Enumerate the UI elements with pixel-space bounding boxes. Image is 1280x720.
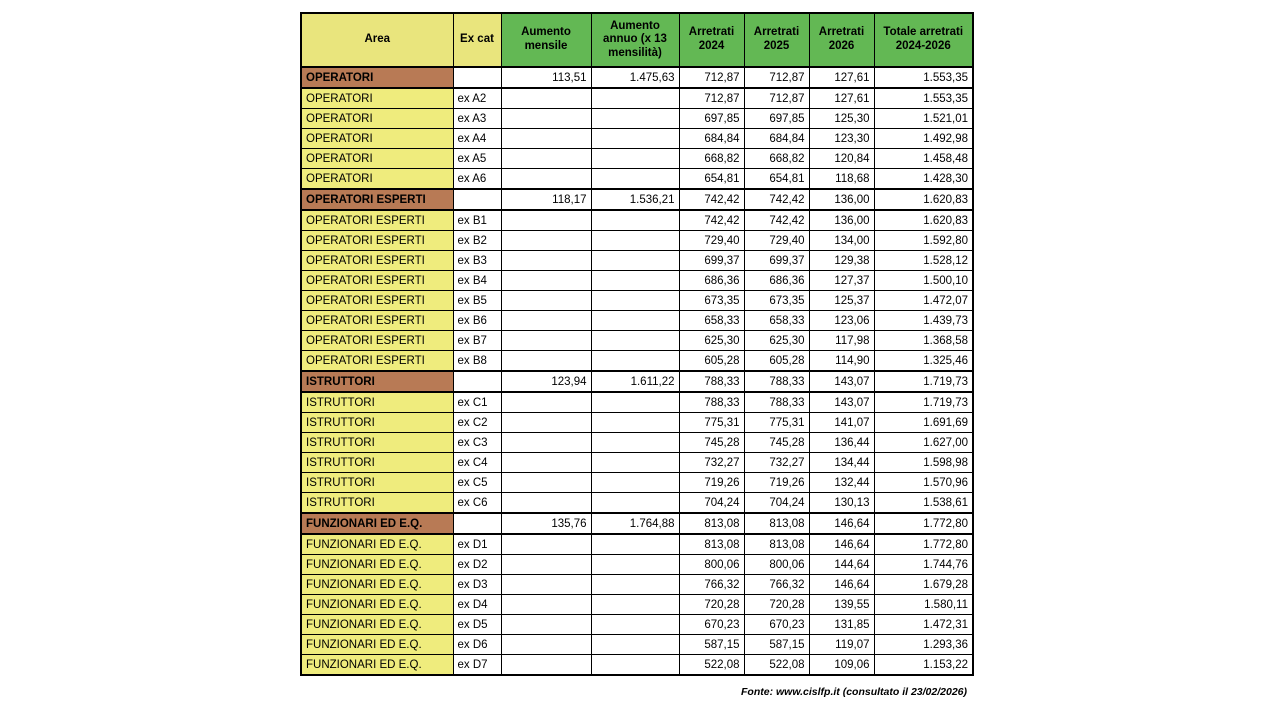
cell-arretrati-2026: 129,38 [809, 251, 874, 271]
cell-totale-arretrati: 1.428,30 [874, 169, 973, 190]
cell-aumento-annuo [591, 109, 679, 129]
col-header-area: Area [301, 13, 453, 67]
cell-aumento-mensile [501, 392, 591, 413]
cell-totale-arretrati: 1.772,80 [874, 513, 973, 534]
cell-aumento-mensile: 135,76 [501, 513, 591, 534]
cell-aumento-mensile: 113,51 [501, 67, 591, 88]
cell-aumento-annuo [591, 534, 679, 555]
cell-arretrati-2026: 120,84 [809, 149, 874, 169]
cell-area: ISTRUTTORI [301, 473, 453, 493]
cell-totale-arretrati: 1.472,07 [874, 291, 973, 311]
table-header [301, 13, 973, 67]
header-row [301, 13, 973, 67]
cell-ex-cat: ex B1 [453, 210, 501, 231]
cell-arretrati-2026: 117,98 [809, 331, 874, 351]
cell-arretrati-2025: 686,36 [744, 271, 809, 291]
col-header-arretrati-2024: Arretrati 2024 [679, 13, 744, 67]
cell-aumento-annuo [591, 493, 679, 514]
cell-totale-arretrati: 1.719,73 [874, 371, 973, 392]
cell-area: FUNZIONARI ED E.Q. [301, 555, 453, 575]
cell-totale-arretrati: 1.538,61 [874, 493, 973, 514]
cell-aumento-mensile [501, 635, 591, 655]
table-row [301, 129, 973, 149]
cell-arretrati-2025: 775,31 [744, 413, 809, 433]
table-row [301, 231, 973, 251]
cell-arretrati-2026: 136,44 [809, 433, 874, 453]
cell-aumento-mensile [501, 453, 591, 473]
cell-aumento-annuo [591, 351, 679, 372]
cell-arretrati-2026: 123,06 [809, 311, 874, 331]
cell-totale-arretrati: 1.580,11 [874, 595, 973, 615]
cell-area: OPERATORI ESPERTI [301, 331, 453, 351]
salary-arrears-table-container [300, 12, 974, 676]
cell-aumento-mensile [501, 109, 591, 129]
cell-ex-cat [453, 513, 501, 534]
cell-arretrati-2024: 668,82 [679, 149, 744, 169]
cell-ex-cat: ex D7 [453, 655, 501, 676]
cell-aumento-mensile [501, 655, 591, 676]
cell-arretrati-2024: 788,33 [679, 392, 744, 413]
cell-ex-cat: ex D5 [453, 615, 501, 635]
cell-area: OPERATORI [301, 129, 453, 149]
cell-arretrati-2024: 745,28 [679, 433, 744, 453]
table-row [301, 413, 973, 433]
cell-arretrati-2025: 625,30 [744, 331, 809, 351]
group-row [301, 371, 973, 392]
table-body [301, 67, 973, 675]
cell-arretrati-2026: 125,37 [809, 291, 874, 311]
cell-aumento-annuo [591, 291, 679, 311]
table-row [301, 88, 973, 109]
cell-totale-arretrati: 1.439,73 [874, 311, 973, 331]
table-row [301, 291, 973, 311]
cell-area: ISTRUTTORI [301, 392, 453, 413]
cell-totale-arretrati: 1.744,76 [874, 555, 973, 575]
cell-arretrati-2024: 697,85 [679, 109, 744, 129]
cell-totale-arretrati: 1.772,80 [874, 534, 973, 555]
cell-totale-arretrati: 1.620,83 [874, 210, 973, 231]
table-row [301, 392, 973, 413]
cell-aumento-mensile [501, 433, 591, 453]
cell-totale-arretrati: 1.528,12 [874, 251, 973, 271]
cell-aumento-annuo [591, 595, 679, 615]
cell-totale-arretrati: 1.592,80 [874, 231, 973, 251]
cell-aumento-mensile [501, 311, 591, 331]
cell-area: OPERATORI ESPERTI [301, 311, 453, 331]
cell-arretrati-2026: 132,44 [809, 473, 874, 493]
cell-aumento-annuo [591, 433, 679, 453]
group-row [301, 189, 973, 210]
cell-arretrati-2026: 130,13 [809, 493, 874, 514]
cell-arretrati-2025: 668,82 [744, 149, 809, 169]
cell-arretrati-2024: 800,06 [679, 555, 744, 575]
cell-arretrati-2026: 146,64 [809, 575, 874, 595]
cell-arretrati-2024: 704,24 [679, 493, 744, 514]
cell-ex-cat [453, 189, 501, 210]
cell-arretrati-2025: 800,06 [744, 555, 809, 575]
cell-ex-cat: ex B6 [453, 311, 501, 331]
table-row [301, 109, 973, 129]
cell-arretrati-2026: 143,07 [809, 371, 874, 392]
cell-totale-arretrati: 1.598,98 [874, 453, 973, 473]
cell-ex-cat: ex B3 [453, 251, 501, 271]
table-row [301, 169, 973, 190]
cell-totale-arretrati: 1.521,01 [874, 109, 973, 129]
cell-totale-arretrati: 1.472,31 [874, 615, 973, 635]
cell-arretrati-2025: 605,28 [744, 351, 809, 372]
cell-aumento-annuo [591, 413, 679, 433]
cell-aumento-annuo [591, 231, 679, 251]
cell-area: OPERATORI ESPERTI [301, 189, 453, 210]
cell-ex-cat: ex C1 [453, 392, 501, 413]
table-row [301, 149, 973, 169]
cell-arretrati-2025: 658,33 [744, 311, 809, 331]
cell-aumento-mensile [501, 473, 591, 493]
cell-arretrati-2024: 729,40 [679, 231, 744, 251]
cell-arretrati-2025: 813,08 [744, 513, 809, 534]
cell-aumento-mensile [501, 413, 591, 433]
table-row [301, 555, 973, 575]
cell-aumento-mensile [501, 575, 591, 595]
cell-aumento-mensile [501, 149, 591, 169]
cell-ex-cat: ex A5 [453, 149, 501, 169]
cell-aumento-mensile [501, 291, 591, 311]
cell-arretrati-2025: 697,85 [744, 109, 809, 129]
cell-totale-arretrati: 1.500,10 [874, 271, 973, 291]
col-header-ex-cat: Ex cat [453, 13, 501, 67]
cell-ex-cat: ex A2 [453, 88, 501, 109]
cell-aumento-mensile [501, 493, 591, 514]
cell-ex-cat: ex D4 [453, 595, 501, 615]
cell-area: OPERATORI [301, 149, 453, 169]
cell-totale-arretrati: 1.553,35 [874, 88, 973, 109]
cell-ex-cat: ex B7 [453, 331, 501, 351]
cell-ex-cat: ex D3 [453, 575, 501, 595]
cell-aumento-annuo [591, 169, 679, 190]
cell-ex-cat: ex A3 [453, 109, 501, 129]
cell-totale-arretrati: 1.492,98 [874, 129, 973, 149]
cell-totale-arretrati: 1.293,36 [874, 635, 973, 655]
cell-arretrati-2025: 587,15 [744, 635, 809, 655]
table-row [301, 331, 973, 351]
cell-arretrati-2025: 766,32 [744, 575, 809, 595]
cell-ex-cat: ex B4 [453, 271, 501, 291]
cell-aumento-annuo [591, 635, 679, 655]
cell-aumento-mensile [501, 231, 591, 251]
cell-arretrati-2025: 712,87 [744, 67, 809, 88]
cell-area: FUNZIONARI ED E.Q. [301, 635, 453, 655]
cell-arretrati-2026: 119,07 [809, 635, 874, 655]
cell-area: ISTRUTTORI [301, 453, 453, 473]
cell-aumento-mensile: 123,94 [501, 371, 591, 392]
col-header-aumento-annuo: Aumento annuo (x 13 mensilità) [591, 13, 679, 67]
table-row [301, 351, 973, 372]
table-row [301, 311, 973, 331]
cell-arretrati-2026: 146,64 [809, 534, 874, 555]
cell-arretrati-2025: 720,28 [744, 595, 809, 615]
cell-arretrati-2024: 719,26 [679, 473, 744, 493]
cell-arretrati-2024: 766,32 [679, 575, 744, 595]
cell-ex-cat: ex C2 [453, 413, 501, 433]
cell-ex-cat: ex D2 [453, 555, 501, 575]
cell-arretrati-2026: 144,64 [809, 555, 874, 575]
cell-aumento-annuo [591, 251, 679, 271]
cell-area: OPERATORI ESPERTI [301, 231, 453, 251]
table-row [301, 473, 973, 493]
table-row [301, 615, 973, 635]
cell-arretrati-2026: 139,55 [809, 595, 874, 615]
cell-arretrati-2026: 146,64 [809, 513, 874, 534]
cell-totale-arretrati: 1.620,83 [874, 189, 973, 210]
cell-arretrati-2026: 136,00 [809, 210, 874, 231]
cell-arretrati-2025: 742,42 [744, 189, 809, 210]
cell-arretrati-2024: 742,42 [679, 210, 744, 231]
cell-arretrati-2026: 134,44 [809, 453, 874, 473]
cell-aumento-mensile: 118,17 [501, 189, 591, 210]
cell-aumento-annuo [591, 271, 679, 291]
cell-arretrati-2024: 658,33 [679, 311, 744, 331]
cell-aumento-annuo: 1.611,22 [591, 371, 679, 392]
cell-arretrati-2024: 712,87 [679, 67, 744, 88]
cell-ex-cat [453, 371, 501, 392]
cell-area: OPERATORI [301, 88, 453, 109]
cell-arretrati-2024: 522,08 [679, 655, 744, 676]
cell-aumento-mensile [501, 595, 591, 615]
cell-area: OPERATORI [301, 169, 453, 190]
cell-arretrati-2024: 712,87 [679, 88, 744, 109]
cell-aumento-annuo [591, 149, 679, 169]
cell-totale-arretrati: 1.325,46 [874, 351, 973, 372]
cell-arretrati-2024: 587,15 [679, 635, 744, 655]
cell-arretrati-2024: 699,37 [679, 251, 744, 271]
cell-aumento-annuo [591, 555, 679, 575]
cell-arretrati-2026: 118,68 [809, 169, 874, 190]
cell-arretrati-2024: 673,35 [679, 291, 744, 311]
group-row [301, 67, 973, 88]
cell-area: OPERATORI ESPERTI [301, 210, 453, 231]
cell-aumento-annuo [591, 453, 679, 473]
cell-aumento-annuo [591, 311, 679, 331]
cell-aumento-mensile [501, 210, 591, 231]
cell-ex-cat: ex D1 [453, 534, 501, 555]
cell-arretrati-2025: 712,87 [744, 88, 809, 109]
cell-arretrati-2024: 742,42 [679, 189, 744, 210]
cell-totale-arretrati: 1.627,00 [874, 433, 973, 453]
cell-arretrati-2026: 127,61 [809, 88, 874, 109]
cell-aumento-annuo: 1.536,21 [591, 189, 679, 210]
cell-arretrati-2025: 699,37 [744, 251, 809, 271]
cell-area: ISTRUTTORI [301, 433, 453, 453]
cell-arretrati-2026: 143,07 [809, 392, 874, 413]
cell-ex-cat: ex B5 [453, 291, 501, 311]
cell-arretrati-2024: 720,28 [679, 595, 744, 615]
cell-ex-cat: ex C4 [453, 453, 501, 473]
cell-arretrati-2024: 625,30 [679, 331, 744, 351]
cell-aumento-annuo: 1.475,63 [591, 67, 679, 88]
cell-area: ISTRUTTORI [301, 493, 453, 514]
cell-arretrati-2025: 745,28 [744, 433, 809, 453]
col-header-aumento-mensile: Aumento mensile [501, 13, 591, 67]
cell-area: FUNZIONARI ED E.Q. [301, 595, 453, 615]
cell-arretrati-2024: 788,33 [679, 371, 744, 392]
cell-aumento-mensile [501, 271, 591, 291]
table-row [301, 453, 973, 473]
cell-arretrati-2026: 114,90 [809, 351, 874, 372]
cell-aumento-mensile [501, 351, 591, 372]
cell-ex-cat: ex A4 [453, 129, 501, 149]
cell-totale-arretrati: 1.679,28 [874, 575, 973, 595]
salary-arrears-table [300, 12, 974, 676]
cell-ex-cat: ex B2 [453, 231, 501, 251]
source-note: Fonte: www.cislfp.it (consultato il 23/02/2026) [741, 686, 967, 698]
table-row [301, 534, 973, 555]
cell-area: FUNZIONARI ED E.Q. [301, 615, 453, 635]
cell-aumento-annuo [591, 88, 679, 109]
cell-ex-cat: ex D6 [453, 635, 501, 655]
cell-arretrati-2026: 125,30 [809, 109, 874, 129]
cell-ex-cat [453, 67, 501, 88]
cell-totale-arretrati: 1.570,96 [874, 473, 973, 493]
cell-area: OPERATORI ESPERTI [301, 291, 453, 311]
cell-aumento-mensile [501, 331, 591, 351]
table-row [301, 271, 973, 291]
cell-arretrati-2026: 127,37 [809, 271, 874, 291]
table-row [301, 635, 973, 655]
cell-totale-arretrati: 1.153,22 [874, 655, 973, 676]
cell-area: OPERATORI [301, 67, 453, 88]
cell-arretrati-2026: 136,00 [809, 189, 874, 210]
cell-arretrati-2024: 813,08 [679, 513, 744, 534]
cell-arretrati-2025: 788,33 [744, 392, 809, 413]
cell-aumento-annuo [591, 129, 679, 149]
cell-arretrati-2026: 141,07 [809, 413, 874, 433]
cell-aumento-annuo [591, 655, 679, 676]
cell-aumento-annuo [591, 210, 679, 231]
cell-aumento-annuo: 1.764,88 [591, 513, 679, 534]
cell-arretrati-2026: 127,61 [809, 67, 874, 88]
cell-ex-cat: ex A6 [453, 169, 501, 190]
table-row [301, 251, 973, 271]
cell-arretrati-2024: 670,23 [679, 615, 744, 635]
cell-totale-arretrati: 1.691,69 [874, 413, 973, 433]
table-row [301, 210, 973, 231]
cell-aumento-mensile [501, 251, 591, 271]
col-header-totale-arretrati: Totale arretrati 2024-2026 [874, 13, 973, 67]
cell-aumento-annuo [591, 575, 679, 595]
cell-arretrati-2025: 670,23 [744, 615, 809, 635]
cell-totale-arretrati: 1.368,58 [874, 331, 973, 351]
cell-arretrati-2025: 522,08 [744, 655, 809, 676]
cell-aumento-annuo [591, 615, 679, 635]
cell-arretrati-2025: 729,40 [744, 231, 809, 251]
cell-arretrati-2025: 719,26 [744, 473, 809, 493]
cell-ex-cat: ex B8 [453, 351, 501, 372]
cell-totale-arretrati: 1.719,73 [874, 392, 973, 413]
cell-aumento-mensile [501, 169, 591, 190]
cell-aumento-annuo [591, 331, 679, 351]
cell-arretrati-2024: 813,08 [679, 534, 744, 555]
cell-aumento-mensile [501, 555, 591, 575]
cell-arretrati-2024: 732,27 [679, 453, 744, 473]
cell-arretrati-2026: 123,30 [809, 129, 874, 149]
cell-area: OPERATORI ESPERTI [301, 271, 453, 291]
table-row [301, 595, 973, 615]
cell-totale-arretrati: 1.458,48 [874, 149, 973, 169]
cell-aumento-annuo [591, 392, 679, 413]
cell-arretrati-2024: 654,81 [679, 169, 744, 190]
cell-area: OPERATORI ESPERTI [301, 351, 453, 372]
cell-aumento-mensile [501, 534, 591, 555]
cell-area: OPERATORI ESPERTI [301, 251, 453, 271]
table-row [301, 433, 973, 453]
cell-area: ISTRUTTORI [301, 413, 453, 433]
cell-arretrati-2025: 788,33 [744, 371, 809, 392]
cell-arretrati-2025: 732,27 [744, 453, 809, 473]
cell-aumento-mensile [501, 129, 591, 149]
table-row [301, 655, 973, 676]
cell-arretrati-2024: 605,28 [679, 351, 744, 372]
table-row [301, 493, 973, 514]
cell-arretrati-2025: 813,08 [744, 534, 809, 555]
cell-arretrati-2026: 134,00 [809, 231, 874, 251]
cell-arretrati-2025: 742,42 [744, 210, 809, 231]
cell-aumento-mensile [501, 88, 591, 109]
cell-arretrati-2024: 775,31 [679, 413, 744, 433]
cell-arretrati-2024: 684,84 [679, 129, 744, 149]
cell-area: FUNZIONARI ED E.Q. [301, 655, 453, 676]
cell-aumento-annuo [591, 473, 679, 493]
cell-totale-arretrati: 1.553,35 [874, 67, 973, 88]
col-header-arretrati-2025: Arretrati 2025 [744, 13, 809, 67]
cell-arretrati-2026: 131,85 [809, 615, 874, 635]
cell-arretrati-2026: 109,06 [809, 655, 874, 676]
cell-arretrati-2025: 654,81 [744, 169, 809, 190]
cell-arretrati-2024: 686,36 [679, 271, 744, 291]
cell-arretrati-2025: 684,84 [744, 129, 809, 149]
cell-ex-cat: ex C6 [453, 493, 501, 514]
cell-area: OPERATORI [301, 109, 453, 129]
cell-aumento-mensile [501, 615, 591, 635]
cell-area: FUNZIONARI ED E.Q. [301, 513, 453, 534]
cell-area: FUNZIONARI ED E.Q. [301, 575, 453, 595]
cell-area: FUNZIONARI ED E.Q. [301, 534, 453, 555]
cell-arretrati-2025: 673,35 [744, 291, 809, 311]
cell-ex-cat: ex C5 [453, 473, 501, 493]
table-row [301, 575, 973, 595]
cell-area: ISTRUTTORI [301, 371, 453, 392]
group-row [301, 513, 973, 534]
col-header-arretrati-2026: Arretrati 2026 [809, 13, 874, 67]
cell-arretrati-2025: 704,24 [744, 493, 809, 514]
cell-ex-cat: ex C3 [453, 433, 501, 453]
